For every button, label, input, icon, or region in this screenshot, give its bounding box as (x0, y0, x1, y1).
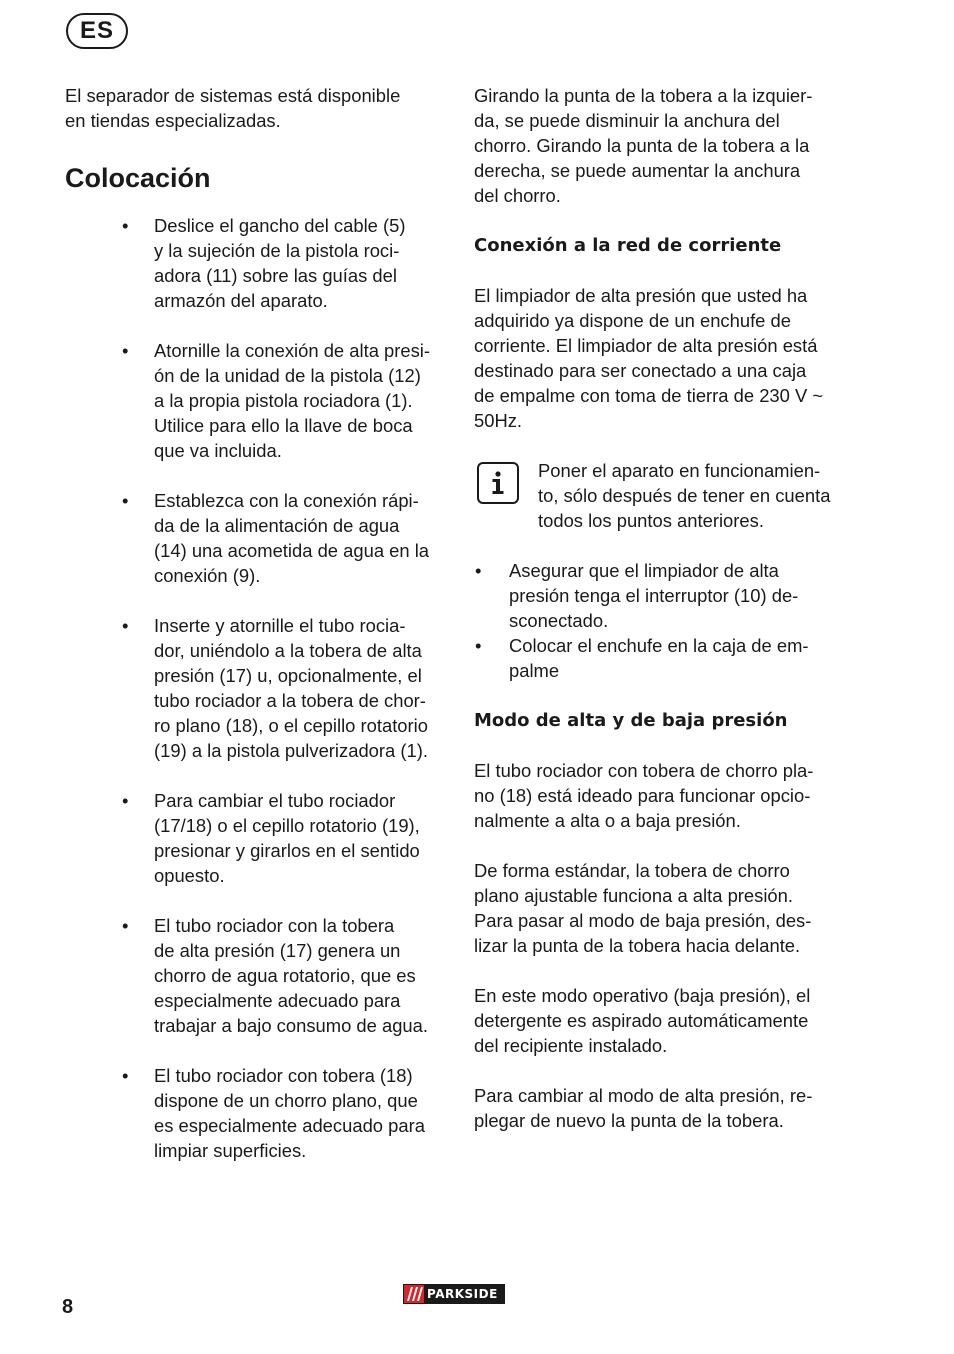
bullet-icon: • (122, 215, 129, 236)
info-icon (477, 462, 519, 504)
intro-paragraph (474, 83, 864, 208)
list-item (65, 613, 450, 763)
line: Para cambiar al modo de alta presión, re- (474, 1085, 813, 1106)
line: dor, uniéndolo a la tobera de alta (154, 640, 422, 661)
line: sconectado. (509, 610, 609, 631)
line: limpiar superficies. (154, 1140, 307, 1161)
line: nalmente a alta o a baja presión. (474, 810, 741, 831)
bullet-icon: • (122, 1065, 129, 1086)
bullet-icon: • (122, 790, 129, 811)
line: Deslice el gancho del cable (5) (154, 215, 406, 236)
line: Establezca con la conexión rápi- (154, 490, 419, 511)
line: especialmente adecuado para (154, 990, 401, 1011)
line: ro plano (18), o el cepillo rotatorio (154, 715, 428, 736)
line: (14) una acometida de agua en la (154, 540, 430, 561)
line: destinado para ser conectado a una caja (474, 360, 807, 381)
line: derecha, se puede aumentar la anchura (474, 160, 801, 181)
bullet-icon: • (475, 635, 482, 656)
line: Utilice para ello la llave de boca (154, 415, 413, 436)
line: palme (509, 660, 560, 681)
line: conexión (9). (154, 565, 261, 586)
info-note (474, 458, 864, 533)
line: y la sujeción de la pistola roci- (154, 240, 400, 261)
page-number: 8 (62, 1296, 74, 1318)
left-column (65, 83, 450, 1188)
list-item (474, 633, 864, 683)
line: opuesto. (154, 865, 225, 886)
line: to, sólo después de tener en cuenta (538, 485, 831, 506)
line: Atornille la conexión de alta presi- (154, 340, 431, 361)
line: ón de la unidad de la pistola (12) (154, 365, 421, 386)
power-steps-list (474, 558, 864, 683)
line: de alta presión (17) genera un (154, 940, 401, 961)
line: que va incluida. (154, 440, 282, 461)
line: El tubo rociador con la tobera (154, 915, 395, 936)
pressure-paragraph (474, 1083, 864, 1133)
section-title-colocacion: Colocación (65, 163, 211, 193)
line: Girando la punta de la tobera a la izquier- (474, 85, 813, 106)
line: Para cambiar el tubo rociador (154, 790, 396, 811)
line: 50Hz. (474, 410, 523, 431)
line: En este modo operativo (baja presión), el (474, 985, 811, 1006)
line: Para pasar al modo de baja presión, des- (474, 910, 812, 931)
list-item (65, 913, 450, 1038)
line: chorro de agua rotatorio, que es (154, 965, 416, 986)
language-badge: ES (66, 13, 128, 49)
line: El tubo rociador con tobera (18) (154, 1065, 413, 1086)
intro-paragraph (65, 83, 450, 133)
section-title-pressure-mode: Modo de alta y de baja presión (474, 710, 788, 731)
brand-name: PARKSIDE (424, 1285, 504, 1303)
line: en tiendas especializadas. (65, 110, 281, 131)
bullet-icon: • (122, 490, 129, 511)
bullet-icon: • (475, 560, 482, 581)
list-item (474, 558, 864, 633)
line: presión tenga el interruptor (10) de- (509, 585, 799, 606)
line: detergente es aspirado automáticamente (474, 1010, 809, 1031)
line: tubo rociador a la tobera de chor- (154, 690, 426, 711)
line: del recipiente instalado. (474, 1035, 668, 1056)
line: trabajar a bajo consumo de agua. (154, 1015, 429, 1036)
line: Inserte y atornille el tubo rocia- (154, 615, 406, 636)
brand-logo (403, 1284, 505, 1304)
info-note-text (538, 458, 864, 533)
right-column (474, 83, 864, 1133)
list-item (65, 788, 450, 888)
list-item (65, 213, 450, 313)
line: presionar y girarlos en el sentido (154, 840, 420, 861)
pressure-paragraph (474, 983, 864, 1058)
line: Poner el aparato en funcionamien- (538, 460, 821, 481)
power-paragraph (474, 283, 864, 433)
colocacion-list (65, 213, 450, 1163)
list-item (65, 1063, 450, 1163)
line: da, se puede disminuir la anchura del (474, 110, 780, 131)
section-title-power-connection: Conexión a la red de corriente (474, 235, 782, 256)
line: El limpiador de alta presión que usted ha (474, 285, 808, 306)
line: El tubo rociador con tobera de chorro pla- (474, 760, 814, 781)
line: a la propia pistola rociadora (1). (154, 390, 413, 411)
line: de empalme con toma de tierra de 230 V ~ (474, 385, 824, 406)
list-item (65, 488, 450, 588)
pressure-paragraph (474, 858, 864, 958)
line: adquirido ya dispone de un enchufe de (474, 310, 791, 331)
pressure-paragraph (474, 758, 864, 833)
line: es especialmente adecuado para (154, 1115, 425, 1136)
line: armazón del aparato. (154, 290, 328, 311)
line: plegar de nuevo la punta de la tobera. (474, 1110, 784, 1131)
line: chorro. Girando la punta de la tobera a la (474, 135, 810, 156)
line: corriente. El limpiador de alta presión está (474, 335, 818, 356)
line: plano ajustable funciona a alta presión. (474, 885, 793, 906)
bullet-icon: • (122, 340, 129, 361)
line: Asegurar que el limpiador de alta (509, 560, 779, 581)
line: adora (11) sobre las guías del (154, 265, 397, 286)
line: todos los puntos anteriores. (538, 510, 764, 531)
line: del chorro. (474, 185, 561, 206)
list-item (65, 338, 450, 463)
line: Colocar el enchufe en la caja de em- (509, 635, 809, 656)
line: (17/18) o el cepillo rotatorio (19), (154, 815, 420, 836)
line: presión (17) u, opcionalmente, el (154, 665, 422, 686)
bullet-icon: • (122, 915, 129, 936)
bullet-icon: • (122, 615, 129, 636)
line: El separador de sistemas está disponible (65, 85, 401, 106)
line: lizar la punta de la tobera hacia delante. (474, 935, 801, 956)
line: De forma estándar, la tobera de chorro (474, 860, 790, 881)
stripes-icon (404, 1285, 424, 1303)
line: dispone de un chorro plano, que (154, 1090, 418, 1111)
line: no (18) está ideado para funcionar opcio- (474, 785, 811, 806)
line: da de la alimentación de agua (154, 515, 400, 536)
line: (19) a la pistola pulverizadora (1). (154, 740, 428, 761)
